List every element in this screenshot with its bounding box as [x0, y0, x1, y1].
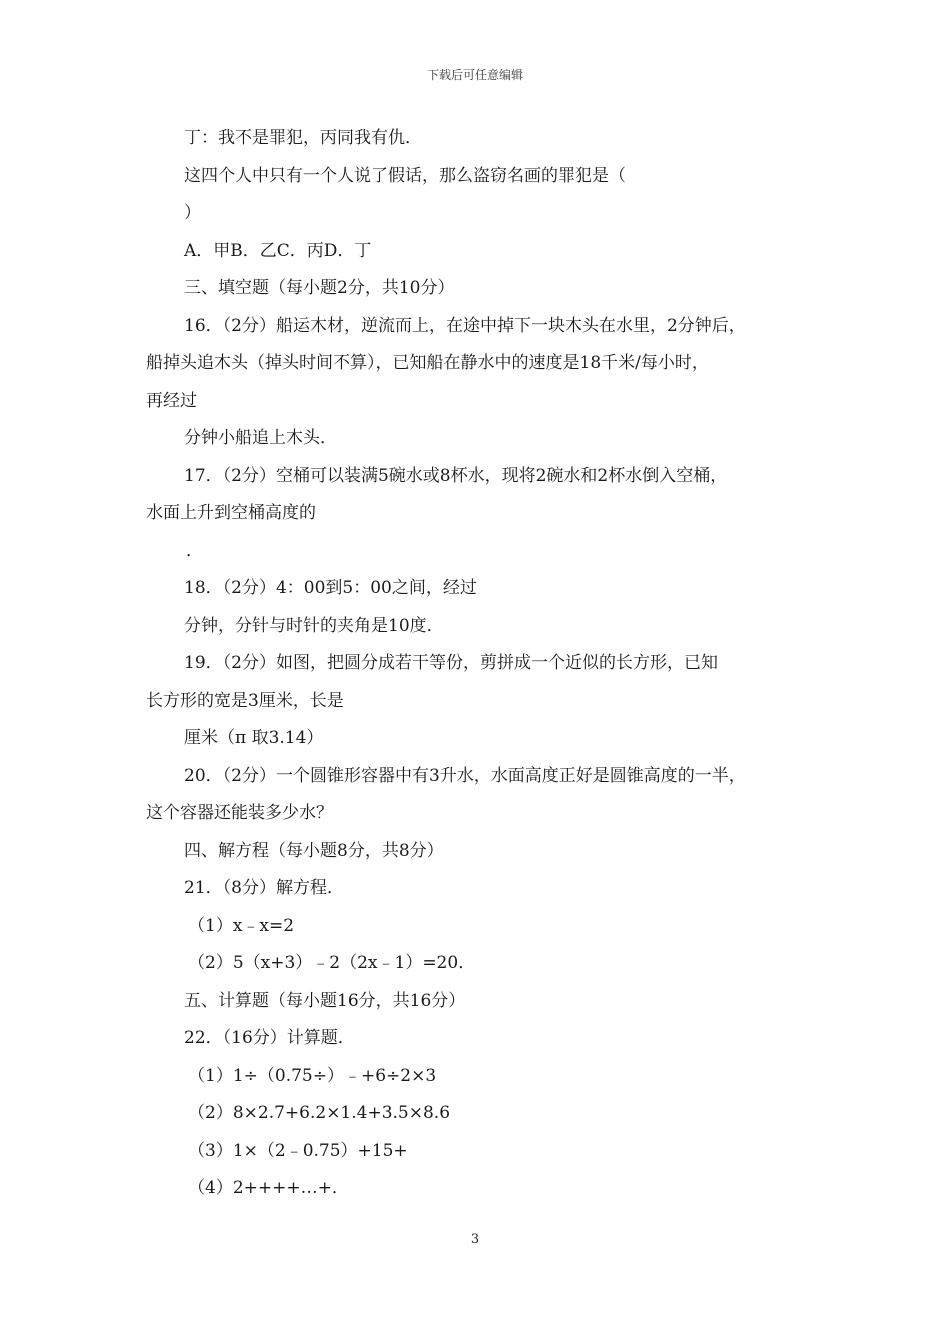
text-line: 厘米（π 取3.14）: [184, 728, 324, 748]
text-line: （1）x﹣x=2: [188, 915, 295, 936]
document-body: [146, 120, 826, 1208]
text-line: 水面上升到空桶高度的: [146, 503, 316, 523]
text-line: 这个容器还能装多少水？: [146, 803, 333, 823]
text-line: （2）5（x+3）﹣2（2x﹣1）=20．: [188, 953, 476, 973]
text-line: 长方形的宽是3厘米，长是: [146, 690, 344, 711]
text-line: 19．（2分）如图，把圆分成若干等份，剪拼成一个近似的长方形，已知: [184, 653, 718, 673]
text-line: 三、填空题（每小题2分，共10分）: [184, 278, 455, 298]
text-line: 再经过: [146, 390, 197, 411]
text-line: ．: [186, 540, 203, 561]
text-line: 20．（2分）一个圆锥形容器中有3升水，水面高度正好是圆锥高度的一半，: [184, 765, 746, 786]
text-line: 分钟，分针与时针的夹角是10度．: [184, 615, 444, 636]
text-line: 21．（8分）解方程．: [184, 878, 344, 898]
text-line: 17．（2分）空桶可以装满5碗水或8杯水，现将2碗水和2杯水倒入空桶，: [184, 465, 728, 486]
text-line: 这四个人中只有一个人说了假话，那么盗窃名画的罪犯是（: [184, 165, 626, 186]
text-line: （4）2++++…+．: [188, 1178, 349, 1198]
text-line: 丁：我不是罪犯，丙同我有仇．: [184, 128, 422, 148]
text-line: 18．（2分）4：00到5：00之间，经过: [184, 578, 477, 598]
text-line: ）: [184, 203, 201, 223]
page-number: 3: [470, 1232, 480, 1247]
text-line: 分钟小船追上木头．: [184, 428, 337, 448]
text-line: A．甲B．乙C．丙D．丁: [184, 240, 372, 261]
text-line: （2）8×2.7+6.2×1.4+3.5×8.6: [188, 1103, 451, 1123]
text-line: 四、解方程（每小题8分，共8分）: [184, 840, 444, 861]
text-line: 船掉头追木头（掉头时间不算），已知船在静水中的速度是18千米/每小时，: [146, 353, 709, 373]
text-line: （1）1÷（0.75÷）﹣+6÷2×3: [188, 1065, 437, 1086]
text-line: 16．（2分）船运木材，逆流而上，在途中掉下一块木头在水里，2分钟后，: [184, 315, 746, 336]
text-line: （3）1×（2﹣0.75）+15+: [188, 1140, 408, 1161]
text-line: 五、计算题（每小题16分，共16分）: [184, 990, 466, 1011]
text-line: 22．（16分）计算题．: [184, 1028, 355, 1048]
page-header: 下载后可任意编辑: [426, 68, 523, 82]
